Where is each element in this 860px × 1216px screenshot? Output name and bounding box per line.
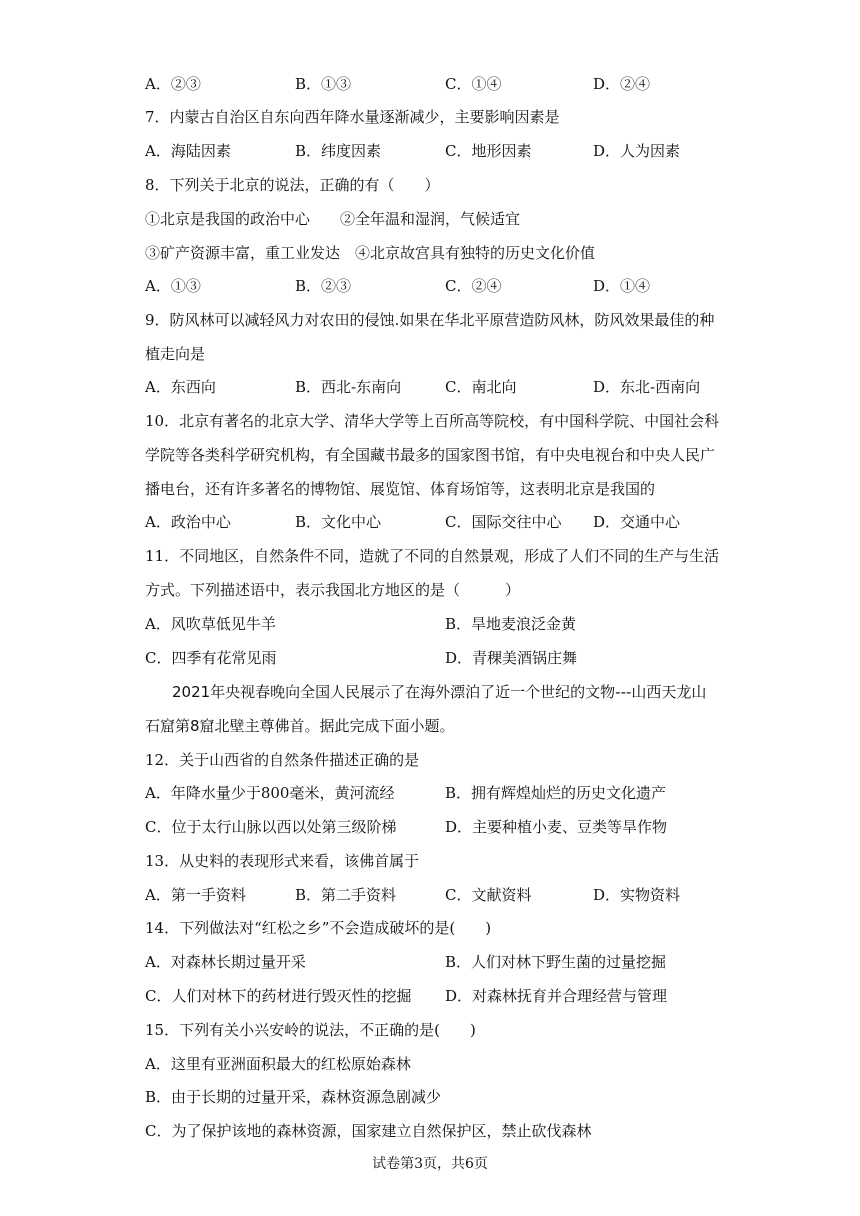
- q10-stem-line-1: 10．北京有著名的北京大学、清华大学等上百所高等院校，有中国科学院、中国社会科: [145, 412, 720, 430]
- passage-line-2: 石窟第8窟北壁主尊佛首。据此完成下面小题。: [145, 717, 455, 735]
- q11-option-c: C．四季有花常见雨: [145, 649, 277, 667]
- q9-option-b: B．西北-东南向: [295, 378, 402, 396]
- q15-stem: 15．下列有关小兴安岭的说法，不正确的是( ): [145, 1021, 476, 1039]
- q11-option-a: A．风吹草低见牛羊: [145, 615, 276, 633]
- q9-option-d: D．东北-西南向: [593, 378, 701, 396]
- q12-option-a: A．年降水量少于800毫米，黄河流经: [145, 784, 395, 802]
- q8-statement-2: ③矿产资源丰富，重工业发达 ④北京故宫具有独特的历史文化价值: [145, 244, 596, 262]
- q14-option-b: B．人们对林下野生菌的过量挖掘: [445, 953, 667, 971]
- q7-option-a: A．海陆因素: [145, 142, 231, 160]
- q14-stem: 14．下列做法对“红松之乡”不会造成破坏的是( ): [145, 919, 492, 937]
- q12-option-b: B．拥有辉煌灿烂的历史文化遗产: [445, 784, 667, 802]
- q8-option-d: D．①④: [593, 277, 651, 295]
- q11-stem-line-1: 11．不同地区，自然条件不同，造就了不同的自然景观，形成了人们不同的生产与生活: [145, 547, 720, 565]
- q13-option-b: B．第二手资料: [295, 886, 397, 904]
- q9-option-c: C．南北向: [445, 378, 517, 396]
- q9-stem-line-2: 植走向是: [145, 345, 206, 363]
- q13-stem: 13．从史料的表现形式来看，该佛首属于: [145, 852, 420, 870]
- q13-option-d: D．实物资料: [593, 886, 681, 904]
- q11-option-d: D．青稞美酒锅庄舞: [445, 649, 578, 667]
- q7-option-c: C．地形因素: [445, 142, 532, 160]
- q10-option-d: D．交通中心: [593, 513, 681, 531]
- q14-option-c: C．人们对林下的药材进行毁灭性的挖掘: [145, 987, 412, 1005]
- q8-option-c: C．②④: [445, 277, 502, 295]
- q8-option-b: B．②③: [295, 277, 352, 295]
- passage-line-1: 2021年央视春晚向全国人民展示了在海外漂泊了近一个世纪的文物---山西天龙山: [172, 683, 707, 701]
- q11-option-b: B．旱地麦浪泛金黄: [445, 615, 577, 633]
- q6-option-b: B．①③: [295, 75, 352, 93]
- q7-option-d: D．人为因素: [593, 142, 681, 160]
- q7-option-b: B．纬度因素: [295, 142, 382, 160]
- q6-option-c: C．①④: [445, 75, 502, 93]
- q12-option-d: D．主要种植小麦、豆类等旱作物: [445, 818, 668, 836]
- q12-stem: 12．关于山西省的自然条件描述正确的是: [145, 751, 420, 769]
- q8-stem: 8．下列关于北京的说法，正确的有（ ）: [145, 176, 440, 194]
- page-footer: 试卷第3页，共6页: [372, 1156, 488, 1172]
- q7-stem: 7．内蒙古自治区自东向西年降水量逐渐减少，主要影响因素是: [145, 108, 560, 126]
- q15-option-c: C．为了保护该地的森林资源，国家建立自然保护区，禁止砍伐森林: [145, 1122, 592, 1140]
- q6-option-d: D．②④: [593, 75, 651, 93]
- q6-option-a: A．②③: [145, 75, 201, 93]
- q10-stem-line-2: 学院等各类科学研究机构，有全国藏书最多的国家图书馆，有中央电视台和中央人民广: [145, 446, 716, 464]
- q9-stem-line-1: 9．防风林可以减轻风力对农田的侵蚀.如果在华北平原营造防风林，防风效果最佳的种: [145, 311, 715, 329]
- q14-option-a: A．对森林长期过量开采: [145, 953, 306, 971]
- q8-option-a: A．①③: [145, 277, 201, 295]
- q10-option-c: C．国际交往中心: [445, 513, 562, 531]
- q8-statement-1: ①北京是我国的政治中心 ②全年温和湿润，气候适宜: [145, 210, 521, 228]
- q10-option-a: A．政治中心: [145, 513, 231, 531]
- q13-option-a: A．第一手资料: [145, 886, 246, 904]
- q10-option-b: B．文化中心: [295, 513, 382, 531]
- q12-option-c: C．位于太行山脉以西以处第三级阶梯: [145, 818, 397, 836]
- q9-option-a: A．东西向: [145, 378, 216, 396]
- q13-option-c: C．文献资料: [445, 886, 532, 904]
- q15-option-a: A．这里有亚洲面积最大的红松原始森林: [145, 1055, 411, 1073]
- q15-option-b: B．由于长期的过量开采，森林资源急剧减少: [145, 1088, 442, 1106]
- q14-option-d: D．对森林抚育并合理经营与管理: [445, 987, 668, 1005]
- q11-stem-line-2: 方式。下列描述语中，表示我国北方地区的是（ ）: [145, 581, 521, 599]
- q10-stem-line-3: 播电台，还有许多著名的博物馆、展览馆、体育场馆等，这表明北京是我国的: [145, 480, 656, 498]
